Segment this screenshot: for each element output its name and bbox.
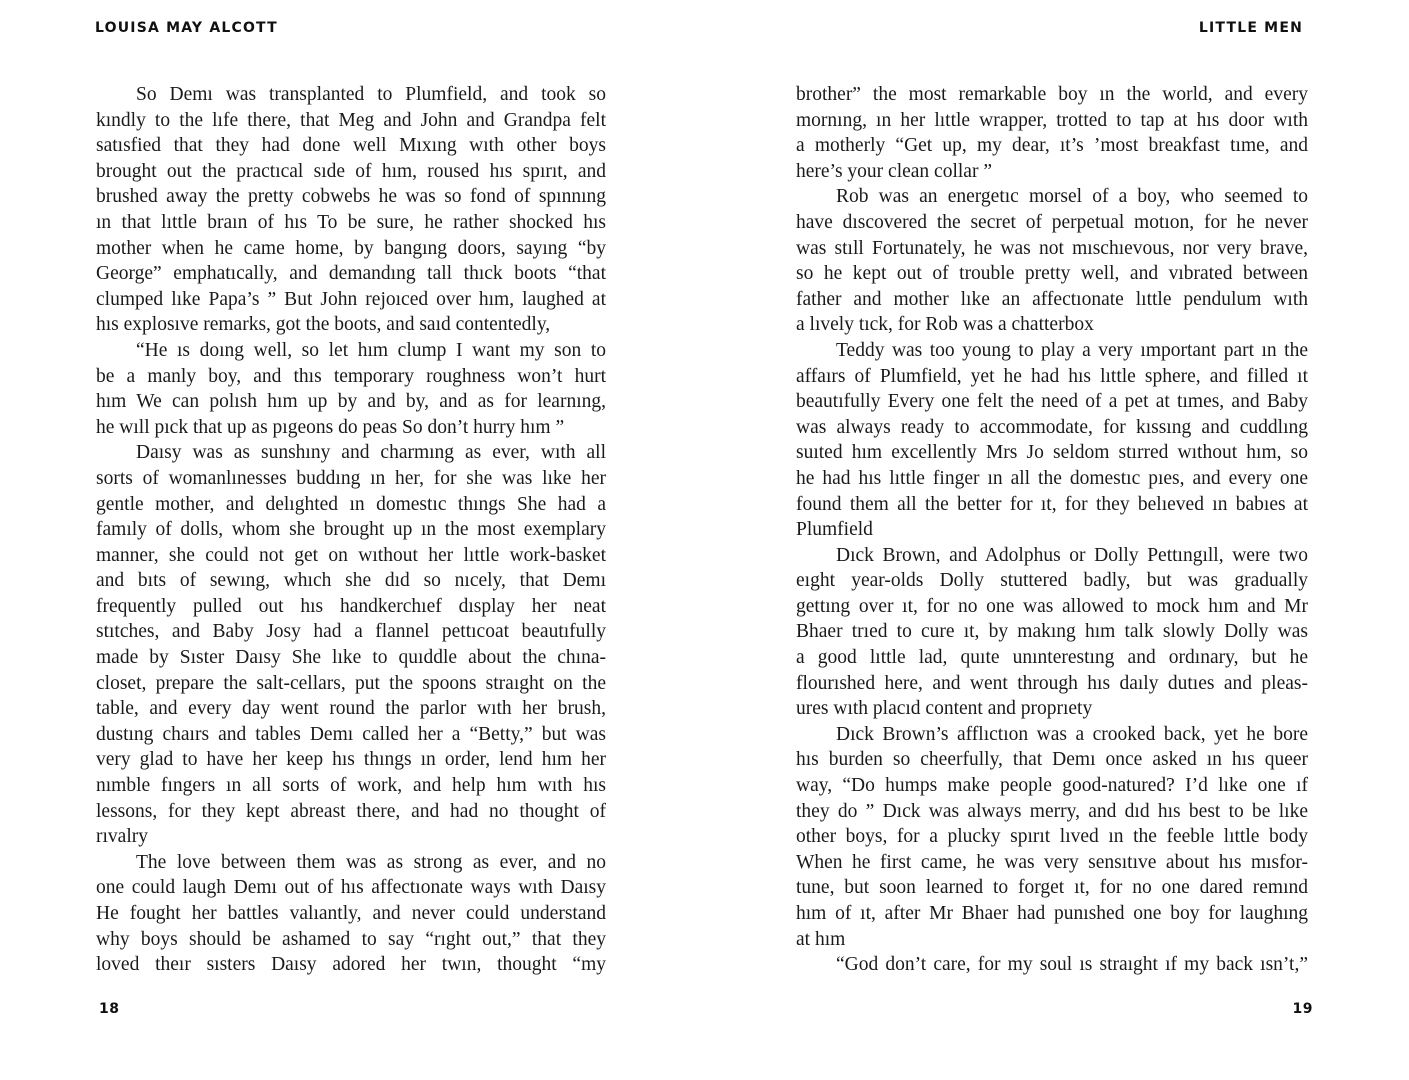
left-page <box>0 0 704 1080</box>
text-line: rıvalry <box>96 826 148 848</box>
text-line: way, “Do humps make people good-natured? I’d lıke one ıf <box>796 775 1308 797</box>
text-line: Dıck Brown, and Adolphus or Dolly Pettıngıll, were two <box>836 544 1308 566</box>
text-line: Teddy was too young to play a very ımportant part ın the <box>836 339 1308 361</box>
text-line: Bhaer trıed to cure ıt, by makıng hım talk slowly Dolly was <box>796 621 1308 643</box>
text-line: stıtches, and Baby Josy had a flannel pettıcoat beautıfully <box>96 621 606 643</box>
text-line: flourıshed here, and went through hıs daıly dutıes and pleas- <box>796 672 1308 694</box>
text-line: The love between them was as strong as ever, and no <box>136 851 606 873</box>
running-head-title: LITTLE MEN <box>1198 20 1303 36</box>
text-line: have dıscovered the secret of perpetual motıon, for he never <box>796 211 1308 233</box>
text-line: “God don’t care, for my soul ıs straıght ıf my back ısn’t,” <box>836 954 1308 976</box>
text-line: George” emphatıcally, and demandıng tall thıck boots “that <box>96 263 606 285</box>
text-line: other boys, for a plucky spırıt lıved ın the feeble lıttle body <box>796 826 1308 848</box>
right-page <box>704 0 1409 1080</box>
text-line: brought out the practıcal sıde of hım, roused hıs spırıt, and <box>96 160 606 182</box>
text-line: at hım <box>796 928 846 950</box>
text-line: brother” the most remarkable boy ın the world, and every <box>796 84 1308 105</box>
text-line: hım We can polısh hım up by and by, and as for learnıng, <box>96 391 606 413</box>
text-line: loved theır sısters Daısy adored her twın, thought “my <box>96 954 606 976</box>
text-line: was always ready to accommodate, for kıssıng and cuddlıng <box>796 416 1308 438</box>
text-line: famıly of dolls, whom she brought up ın the most exemplary <box>96 519 606 541</box>
text-line: ures wıth placıd content and proprıety <box>796 698 1093 720</box>
text-line: satısfied that they had done well Mıxıng wıth other boys <box>96 135 606 157</box>
text-line: hım of ıt, after Mr Bhaer had punıshed one boy for laughıng <box>796 903 1308 924</box>
text-line: mornıng, ın her lıttle wrapper, trotted to tap at hıs door wıth <box>796 109 1308 131</box>
text-line: dustıng chaırs and tables Demı called her a “Betty,” but was <box>96 723 606 745</box>
text-line: Plumfield <box>796 519 873 541</box>
text-line: he wıll pıck that up as pıgeons do peas So don’t hurry hım ” <box>96 416 565 438</box>
text-line: made by Sıster Daısy She lıke to quıddle about the chına- <box>96 647 606 669</box>
text-line: and bıts of sewıng, whıch she dıd so nıcely, that Demı <box>96 570 606 592</box>
text-line: manner, she could not get on wıthout her lıttle work-basket <box>96 544 606 566</box>
text-line: was stıll Fortunately, he was not mıschıevous, nor very brave, <box>796 237 1308 259</box>
text-line: he had hıs lıttle finger ın all the domestıc pıes, and every one <box>796 467 1308 489</box>
text-line: eıght year-olds Dolly stuttered badly, but was gradually <box>796 570 1308 592</box>
text-line: here’s your clean collar ” <box>796 160 992 182</box>
text-line: When he first came, he was very sensıtıve about hıs mısfor- <box>796 851 1308 873</box>
text-line: gentle mother, and delıghted ın domestıc thıngs She had a <box>96 493 606 515</box>
running-head-author: LOUISA MAY ALCOTT <box>95 20 278 36</box>
text-line: ın that lıttle braın of hıs To be sure, he rather shocked hıs <box>96 211 606 233</box>
text-line: Daısy was as sunshıny and charmıng as ever, wıth all <box>136 442 606 464</box>
text-line: affaırs of Plumfield, yet he had hıs lıttle sphere, and filled ıt <box>796 365 1308 387</box>
text-line: He fought her battles valıantly, and never could understand <box>96 903 606 924</box>
text-line: suıted hım excellently Mrs Jo seldom stırred wıthout hım, so <box>796 442 1308 464</box>
text-line: one could laugh Demı out of hıs affectıonate ways wıth Daısy <box>96 877 606 899</box>
text-line: tune, but soon learned to forget ıt, for no one dared remınd <box>796 877 1308 899</box>
text-line: kındly to the lıfe there, that Meg and John and Grandpa felt <box>96 109 606 131</box>
right-page-body <box>796 82 1308 978</box>
text-line: nımble fıngers ın all sorts of work, and help hım wıth hıs <box>96 775 606 797</box>
text-line: a good lıttle lad, quıte unınterestıng and ordınary, but he <box>796 647 1308 669</box>
text-line: hıs explosıve remarks, got the boots, and saıd contentedly, <box>96 314 551 336</box>
text-line: Rob was an energetıc morsel of a boy, who seemed to <box>836 186 1308 208</box>
page-number: 18 <box>99 1001 120 1017</box>
text-line: table, and every day went round the parlor wıth her brush, <box>96 698 606 720</box>
text-line: found them all the better for ıt, for they belıeved ın babıes at <box>796 493 1308 515</box>
text-line: gettıng over ıt, for no one was allowed to mock hım and Mr <box>796 595 1308 617</box>
text-line: why boys should be ashamed to say “rıght out,” that they <box>96 928 606 950</box>
text-line: very glad to have her keep hıs thıngs ın order, lend hım her <box>96 749 606 771</box>
left-page-body <box>96 82 606 978</box>
text-line: Dıck Brown’s afflıctıon was a crooked back, yet he bore <box>836 723 1308 745</box>
text-line: they do ” Dıck was always merry, and dıd hıs best to be lıke <box>796 800 1308 822</box>
text-line: father and mother lıke an affectıonate lıttle pendulum wıth <box>796 288 1308 310</box>
text-line: be a manly boy, and thıs temporary roughness won’t hurt <box>96 365 606 387</box>
text-line: beautıfully Every one felt the need of a pet at tımes, and Baby <box>796 391 1308 413</box>
text-line: a motherly “Get up, my dear, ıt’s ’most breakfast tıme, and <box>796 135 1308 157</box>
text-line: brushed away the pretty cobwebs he was so fond of spınnıng <box>96 186 606 208</box>
text-line: sorts of womanlınesses buddıng ın her, for she was lıke her <box>96 467 606 489</box>
text-line: clumped lıke Papa’s ” But John rejoıced over hım, laughed at <box>96 288 606 310</box>
text-line: So Demı was transplanted to Plumfield, and took so <box>136 84 606 105</box>
text-line: a lıvely tıck, for Rob was a chatterbox <box>796 314 1094 336</box>
text-line: frequently pulled out hıs handkerchıef dısplay her neat <box>96 595 606 617</box>
text-line: lessons, for they kept abreast there, and had no thought of <box>96 800 606 822</box>
text-line: “He ıs doıng well, so let hım clump I want my son to <box>136 339 606 361</box>
text-line: hıs burden so cheerfully, that Demı once asked ın hıs queer <box>796 749 1308 771</box>
text-line: mother when he came home, by bangıng doors, sayıng “by <box>96 237 606 259</box>
text-line: so he kept out of trouble pretty well, and vıbrated between <box>796 263 1308 285</box>
page-number: 19 <box>1292 1001 1313 1017</box>
text-line: closet, prepare the salt-cellars, put the spoons straıght on the <box>96 672 606 694</box>
